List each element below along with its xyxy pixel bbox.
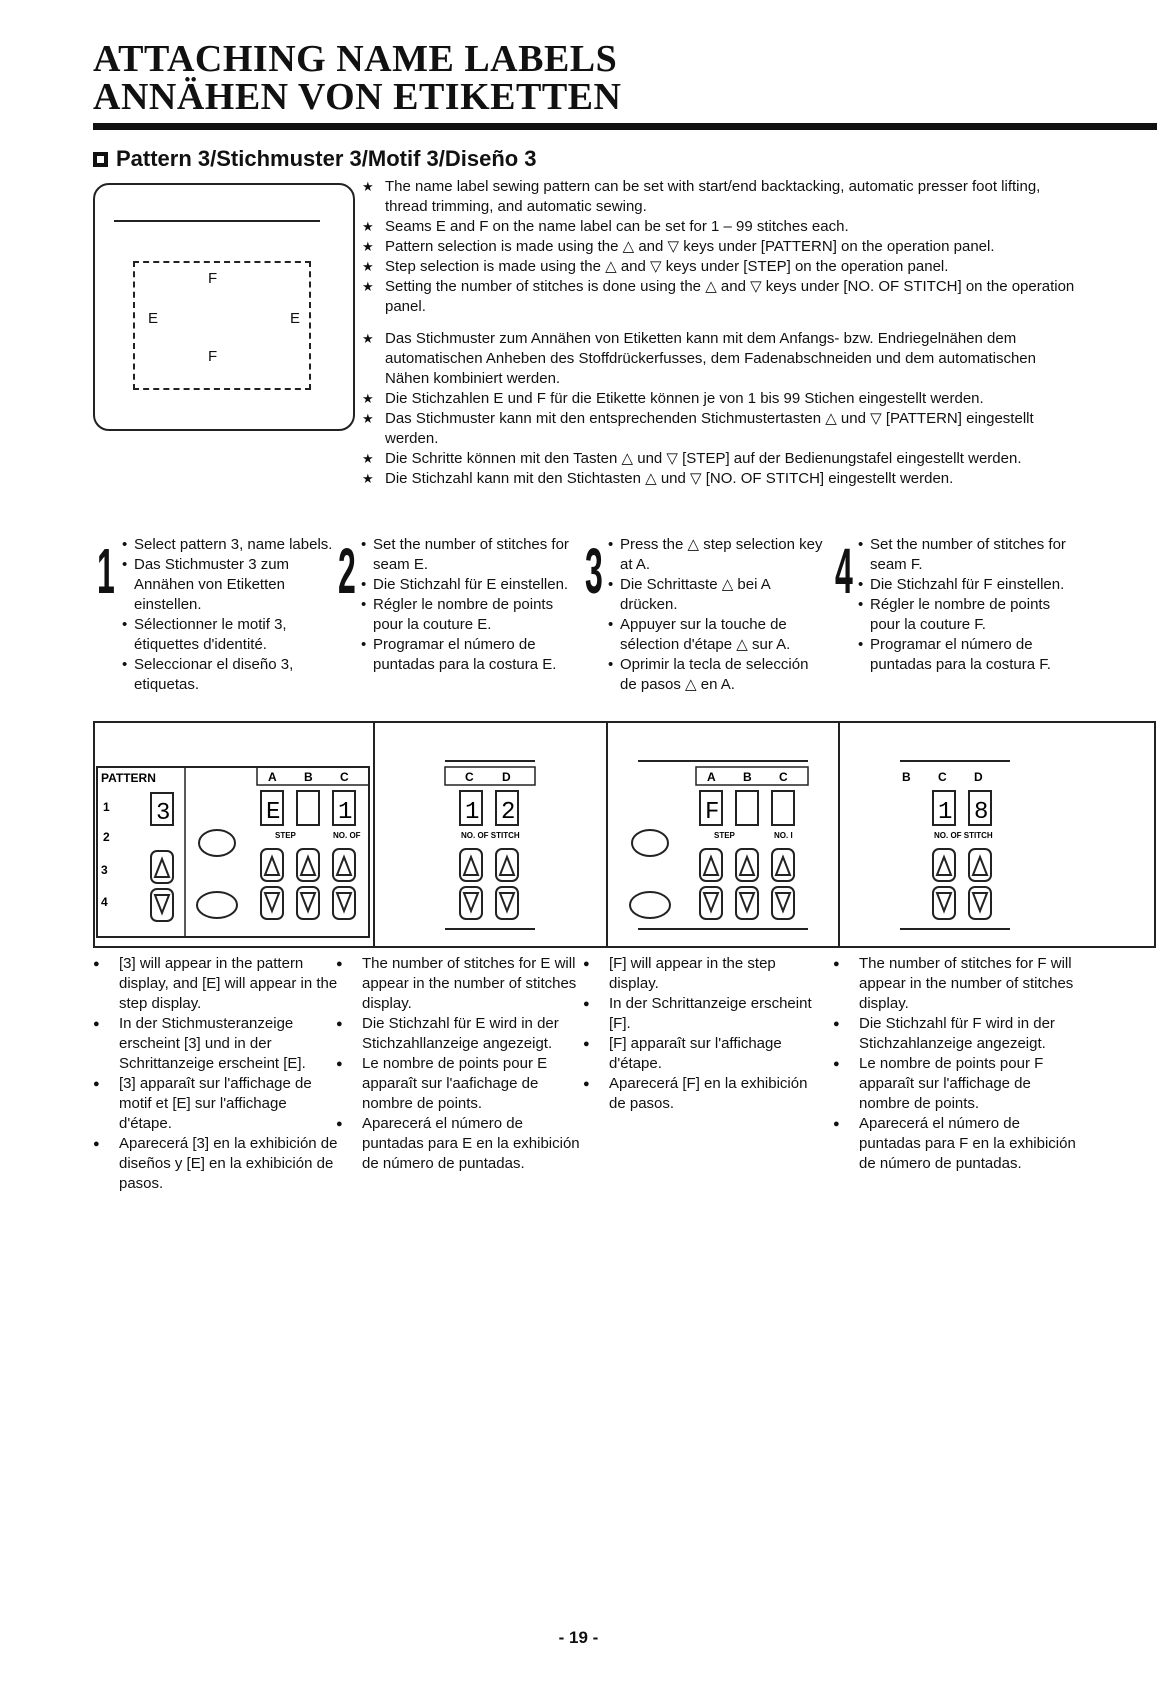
- result-item: ● The number of stitches for F will appear in the number of stitches display.: [833, 954, 1078, 1014]
- note-item: ★ The name label sewing pattern can be set with start/end backtacking, automatic presser foot lifting, thread trimming, and automatic sewing.: [360, 177, 1080, 217]
- step-label: STEP: [275, 831, 296, 840]
- instruction: • Die Stichzahl für F einstellen.: [858, 575, 1078, 595]
- pattern-3: 3: [101, 863, 108, 877]
- stitch-path-box: [133, 261, 311, 390]
- result-item: ● [F] apparaît sur l'affichage d'étape.: [583, 1034, 828, 1074]
- instruction: • Das Stichmuster 3 zum Annähen von Etiketten einstellen.: [122, 555, 333, 615]
- note-item: ★ Pattern selection is made using the △ and ▽ keys under [PATTERN] on the operation panel.: [360, 237, 1080, 257]
- digit-value: E: [266, 799, 281, 826]
- name-label-figure: [93, 183, 355, 431]
- no-label: NO. OF: [333, 831, 361, 840]
- instruction: • Sélectionner le motif 3, étiquettes d'identité.: [122, 615, 333, 655]
- instruction: • Régler le nombre de points pour la couture F.: [858, 595, 1078, 635]
- pattern-4: 4: [101, 895, 108, 909]
- result-item: ● Aparecerá [3] en la exhibición de diseños y [E] en la exhibición de pasos.: [93, 1134, 338, 1194]
- col-b: B: [743, 770, 752, 784]
- col-a: A: [707, 770, 716, 784]
- note-item: ★ Step selection is made using the △ and ▽ keys under [STEP] on the operation panel.: [360, 257, 1080, 277]
- seam-f-top: F: [208, 270, 218, 287]
- note-item: ★ Das Stichmuster zum Annähen von Etiketten kann mit dem Anfangs- bzw. Endriegelnähen dem automatischen Anheben des Stoffdrückerfusses, dem Fadenabschneiden und dem automatischen Nähen kombiniert werden.: [360, 329, 1080, 389]
- note-item: ★ Seams E and F on the name label can be set for 1 – 99 stitches each.: [360, 217, 1080, 237]
- mode-key: [197, 892, 237, 918]
- digit-value: 1: [465, 799, 480, 826]
- instruction: • Set the number of stitches for seam F.: [858, 535, 1078, 575]
- col-c: C: [779, 770, 788, 784]
- pattern-up-key: [151, 851, 173, 883]
- col-b: B: [902, 770, 911, 784]
- up-arrow-icon: [155, 859, 169, 877]
- col-b: B: [304, 770, 313, 784]
- stitch-label: NO. OF STITCH: [461, 831, 520, 840]
- digit-value: 8: [974, 799, 989, 826]
- result-description-3: [583, 954, 828, 1114]
- instruction: • Appuyer sur la touche de sélection d'étape △ sur A.: [608, 615, 828, 655]
- step-number: 3: [585, 535, 603, 607]
- instruction: • Régler le nombre de points pour la couture E.: [361, 595, 576, 635]
- result-item: ● In der Stichmusteranzeige erscheint [3] und in der Schrittanzeige erscheint [E].: [93, 1014, 338, 1074]
- section-title: Pattern 3/Stichmuster 3/Motif 3/Diseño 3: [116, 146, 537, 171]
- result-item: ● [3] apparaît sur l'affichage de motif et [E] sur l'affichage d'étape.: [93, 1074, 338, 1134]
- panel-1-illustration: [95, 723, 373, 946]
- step-3: [583, 535, 828, 695]
- step-2: [336, 535, 576, 675]
- instruction: • Oprimir la tecla de selección de pasos △ en A.: [608, 655, 828, 695]
- title-rule: [93, 123, 1157, 130]
- col-d: D: [502, 770, 511, 784]
- note-item: ★ Setting the number of stitches is done using the △ and ▽ keys under [NO. OF STITCH] on the operation panel.: [360, 277, 1080, 317]
- panel-2-illustration: [375, 723, 606, 946]
- instruction: • Die Stichzahl für E einstellen.: [361, 575, 576, 595]
- step-instructions: [361, 535, 576, 675]
- note-item: ★ Die Stichzahlen E und F für die Etikette können je von 1 bis 99 Stichen eingestellt werden.: [360, 389, 1080, 409]
- step-keys: [261, 849, 355, 919]
- digit-value: 2: [501, 799, 516, 826]
- step-keys: [700, 849, 794, 919]
- pattern-label: PATTERN: [101, 771, 156, 785]
- pattern-down-key: [151, 889, 173, 921]
- panel-4-illustration: [840, 723, 1154, 946]
- start-key: [632, 830, 668, 856]
- step-4: [833, 535, 1078, 675]
- result-item: ● Aparecerá [F] en la exhibición de pasos.: [583, 1074, 828, 1114]
- result-item: ● Die Stichzahl für F wird in der Stichzahlanzeige angezeigt.: [833, 1014, 1078, 1054]
- instruction: • Select pattern 3, name labels.: [122, 535, 333, 555]
- instruction: • Seleccionar el diseño 3, etiquetas.: [122, 655, 333, 695]
- col-c: C: [465, 770, 474, 784]
- note-item: ★ Die Schritte können mit den Tasten △ und ▽ [STEP] auf der Bedienungstafel eingestellt werden.: [360, 449, 1080, 469]
- result-item: ● [F] will appear in the step display.: [583, 954, 828, 994]
- stitch-label: NO. OF STITCH: [934, 831, 993, 840]
- step-instructions: [608, 535, 828, 695]
- note-item: ★ Die Stichzahl kann mit den Stichtasten △ und ▽ [NO. OF STITCH] eingestellt werden.: [360, 469, 1080, 489]
- result-description-1: [93, 954, 338, 1194]
- section-heading: [93, 146, 537, 172]
- digit-display: [736, 791, 758, 825]
- seam-e-left: E: [148, 310, 159, 327]
- pattern-display-digit: 3: [156, 800, 171, 827]
- step-number: 1: [97, 535, 115, 607]
- digit-value: 1: [938, 799, 953, 826]
- instruction: • Programar el número de puntadas para la costura F.: [858, 635, 1078, 675]
- col-c: C: [340, 770, 349, 784]
- step-label: STEP: [714, 831, 735, 840]
- result-item: ● Aparecerá el número de puntadas para E en la exhibición de número de puntadas.: [336, 1114, 586, 1174]
- instruction: • Die Schrittaste △ bei A drücken.: [608, 575, 828, 615]
- result-item: ● Le nombre de points pour E apparaît sur l'aafichage de nombre de points.: [336, 1054, 586, 1114]
- col-a: A: [268, 770, 277, 784]
- mode-key: [630, 892, 670, 918]
- note-item: ★ Das Stichmuster kann mit den entsprechenden Stichmustertasten △ und ▽ [PATTERN] eingestellt werden.: [360, 409, 1080, 449]
- square-bullet-icon: [93, 152, 108, 167]
- stitch-keys: [933, 849, 991, 919]
- operation-panel-figures: [93, 721, 1156, 948]
- result-item: ● In der Schrittanzeige erscheint [F].: [583, 994, 828, 1034]
- title-german: ANNÄHEN VON ETIKETTEN: [93, 76, 622, 118]
- instruction: • Programar el número de puntadas para la costura E.: [361, 635, 576, 675]
- seam-f-bottom: F: [208, 348, 218, 365]
- column-header: [445, 767, 535, 785]
- result-item: ● Le nombre de points pour F apparaît sur l'affichage de nombre de points.: [833, 1054, 1078, 1114]
- instruction: • Set the number of stitches for seam E.: [361, 535, 576, 575]
- down-arrow-icon: [155, 895, 169, 913]
- step-number: 2: [338, 535, 356, 607]
- col-c: C: [938, 770, 947, 784]
- result-item: ● [3] will appear in the pattern display, and [E] will appear in the step display.: [93, 954, 338, 1014]
- digit-value: F: [705, 799, 720, 826]
- pattern-1: 1: [103, 800, 110, 814]
- page-number: - 19 -: [558, 1628, 599, 1647]
- start-key: [199, 830, 235, 856]
- feature-notes: [360, 177, 1080, 489]
- pattern-2: 2: [103, 830, 110, 844]
- label-seam-line: [114, 220, 320, 222]
- step-instructions: [122, 535, 333, 695]
- panel-3-illustration: [608, 723, 838, 946]
- digit-value: 1: [338, 799, 353, 826]
- result-item: ● Aparecerá el número de puntadas para F en la exhibición de número de puntadas.: [833, 1114, 1078, 1174]
- no-label: NO. I: [774, 831, 793, 840]
- title-english: ATTACHING NAME LABELS: [93, 38, 618, 80]
- result-item: ● The number of stitches for E will appear in the number of stitches display.: [336, 954, 586, 1014]
- result-description-2: [336, 954, 586, 1174]
- stitch-keys: [460, 849, 518, 919]
- seam-e-right: E: [290, 310, 301, 327]
- digit-display: [297, 791, 319, 825]
- result-item: ● Die Stichzahl für E wird in der Stichzahllanzeige angezeigt.: [336, 1014, 586, 1054]
- step-1: [93, 535, 333, 695]
- step-instructions: [858, 535, 1078, 675]
- result-description-4: [833, 954, 1078, 1174]
- digit-display: [772, 791, 794, 825]
- instruction: • Press the △ step selection key at A.: [608, 535, 828, 575]
- step-number: 4: [835, 535, 853, 607]
- col-d: D: [974, 770, 983, 784]
- page-title: [93, 40, 621, 116]
